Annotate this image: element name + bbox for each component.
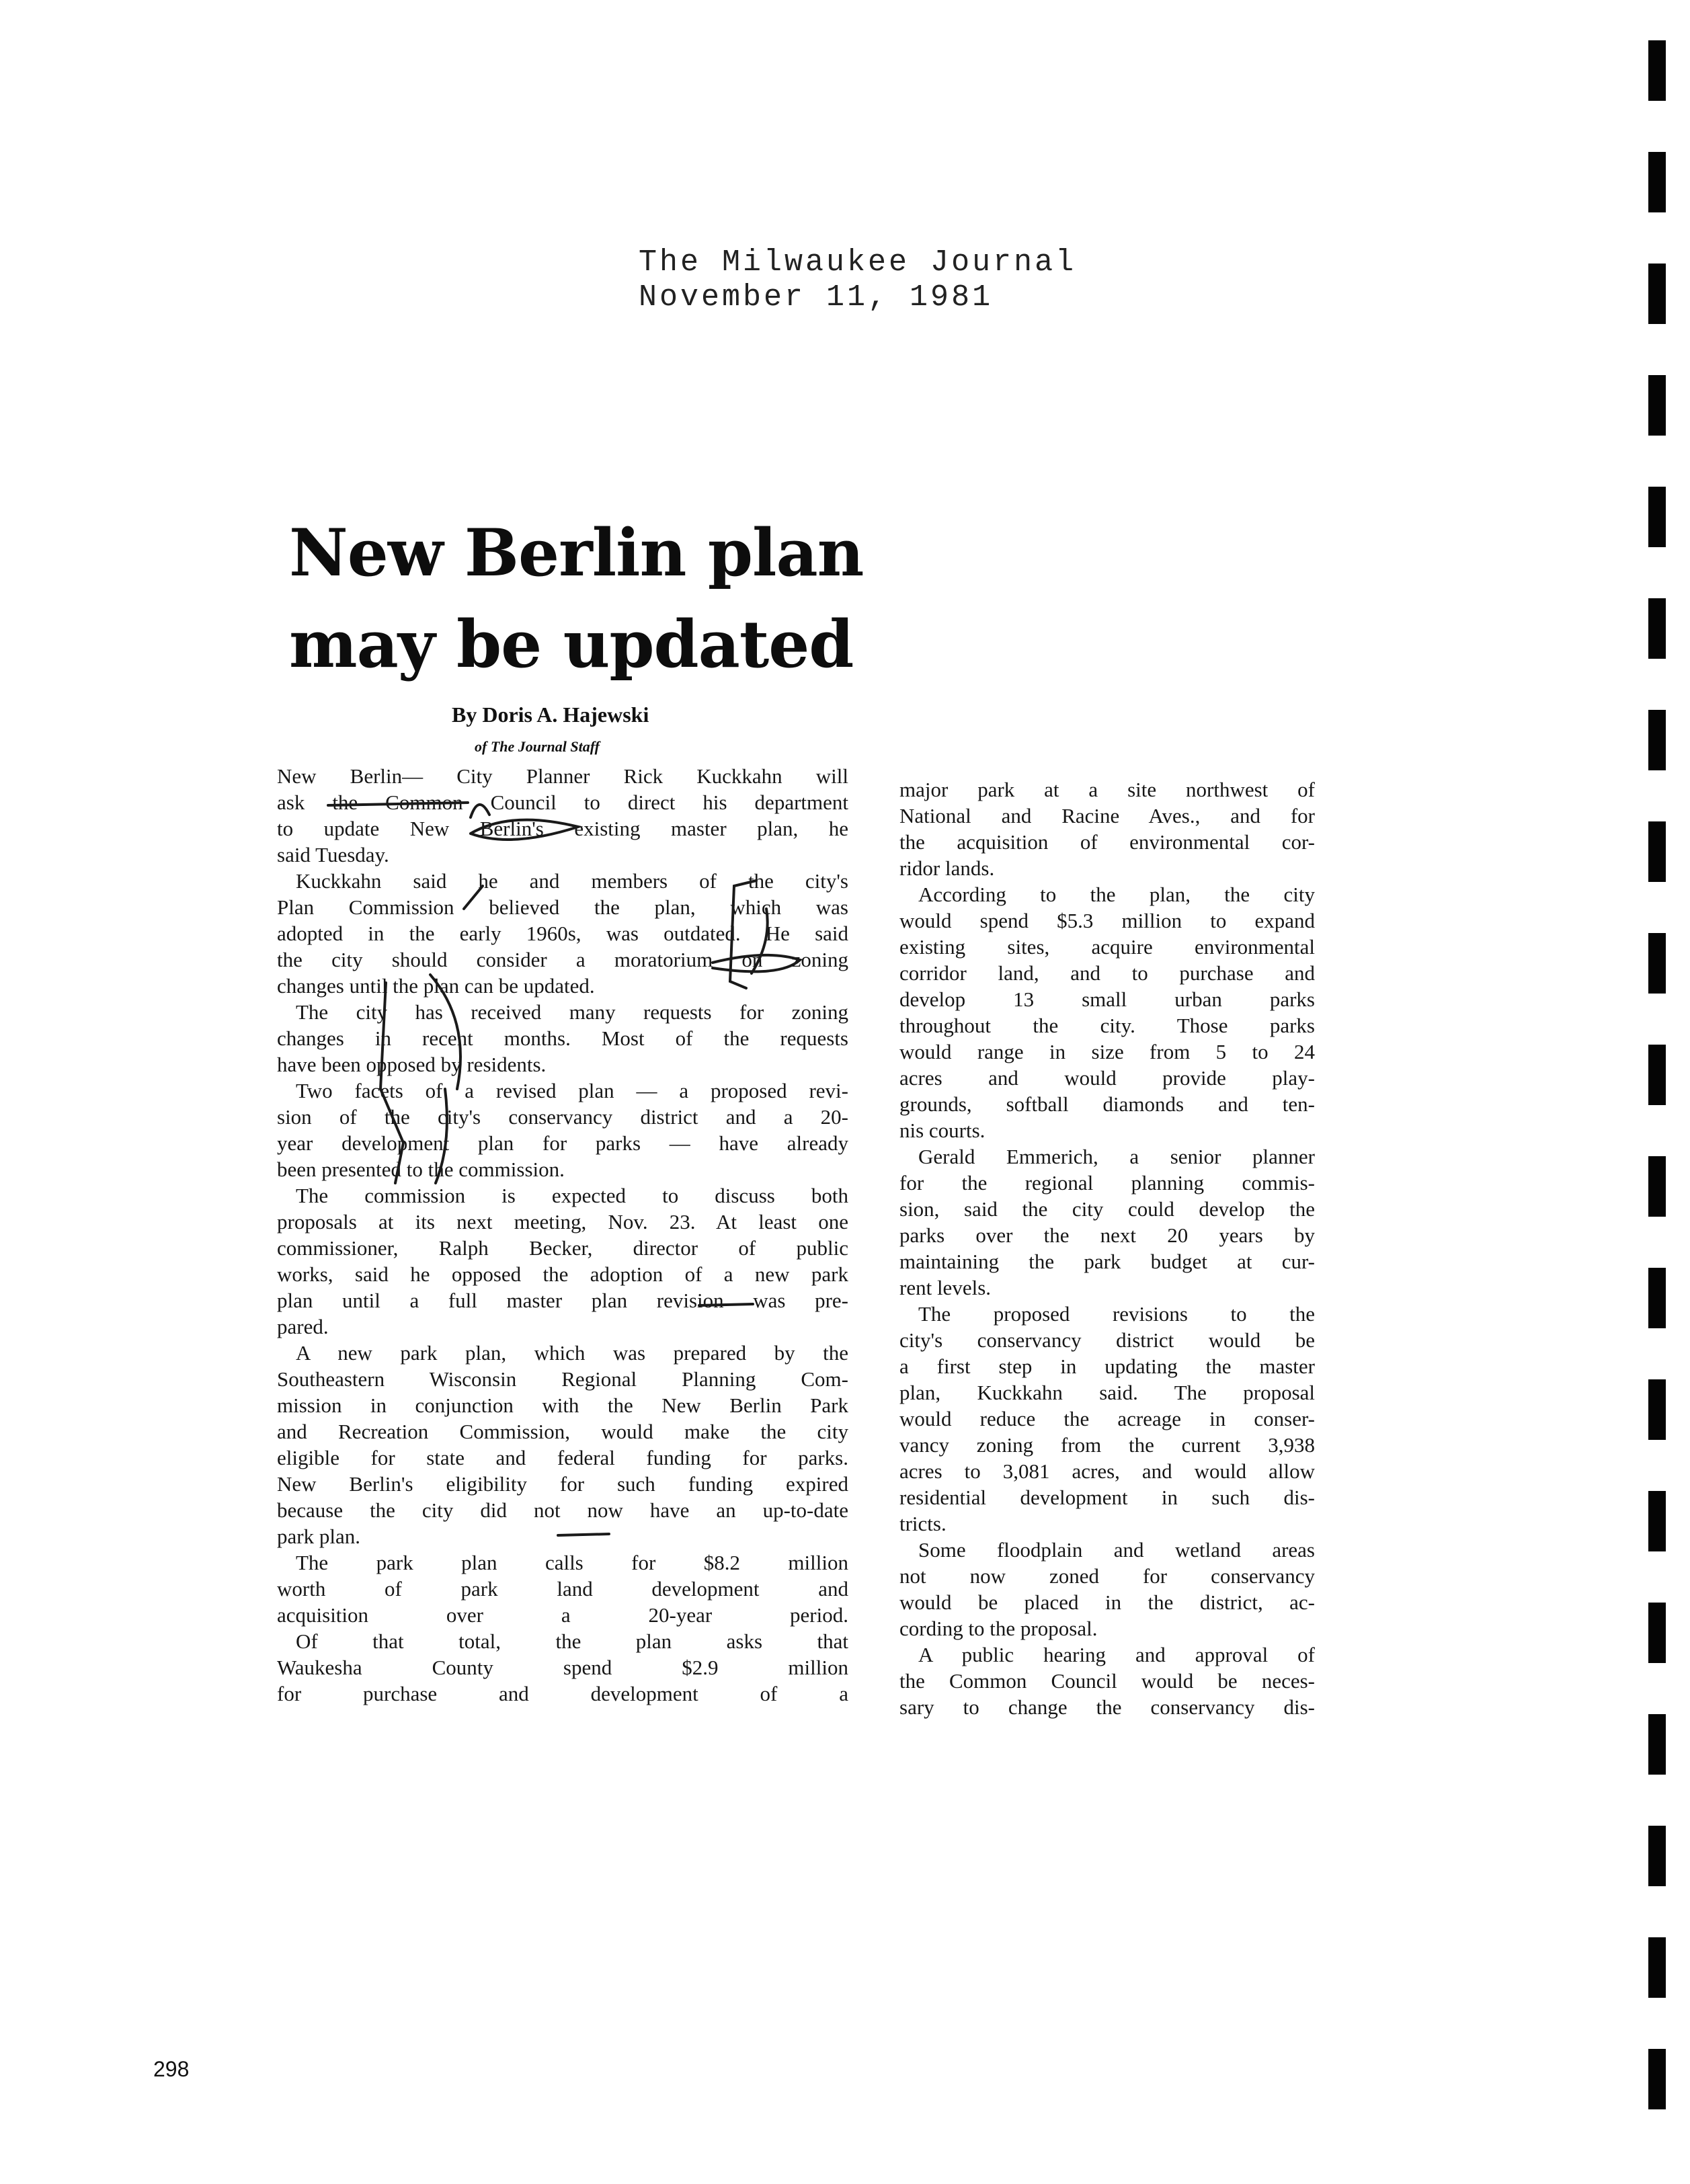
text-line: would range in size from 5 to 24 xyxy=(899,1040,1315,1063)
text-line: Two facets of a revised plan — a proposed revi- xyxy=(296,1079,848,1102)
binding-hole-mark xyxy=(1648,1603,1666,1663)
binding-hole-mark xyxy=(1648,1379,1666,1440)
text-line: for the regional planning commis- xyxy=(899,1171,1315,1195)
binding-hole-mark xyxy=(1648,1268,1666,1328)
text-line: Gerald Emmerich, a senior planner xyxy=(918,1145,1315,1168)
binding-hole-mark xyxy=(1648,152,1666,212)
binding-hole-mark xyxy=(1648,375,1666,436)
text-line: throughout the city. Those parks xyxy=(899,1014,1315,1037)
text-line: Kuckkahn said he and members of the city's xyxy=(296,869,848,893)
text-line: existing sites, acquire environmental xyxy=(899,935,1315,959)
text-line: Southeastern Wisconsin Regional Planning Com- xyxy=(277,1367,848,1391)
text-line: mission in conjunction with the New Berlin Park xyxy=(277,1393,848,1417)
text-line: A new park plan, which was prepared by the xyxy=(296,1341,848,1365)
text-line: for purchase and development of a xyxy=(277,1682,848,1705)
binding-hole-mark xyxy=(1648,1156,1666,1217)
text-line: Of that total, the plan asks that xyxy=(296,1629,848,1653)
binding-hole-mark xyxy=(1648,40,1666,101)
text-line: city's conservancy district would be xyxy=(899,1328,1315,1352)
text-line: would reduce the acreage in conser- xyxy=(899,1407,1315,1430)
article-column-left xyxy=(277,763,848,1707)
text-line: to update New Berlin's existing master plan, he xyxy=(277,817,848,840)
text-line: the city should consider a moratorium on zoning xyxy=(277,948,848,971)
text-line: The city has received many requests for zoning xyxy=(296,1000,848,1024)
binding-hole-mark xyxy=(1648,264,1666,324)
text-line: A public hearing and approval of xyxy=(918,1643,1315,1666)
binding-hole-mark xyxy=(1648,2049,1666,2109)
text-line: grounds, softball diamonds and ten- xyxy=(899,1092,1315,1116)
text-line: nis courts. xyxy=(899,1119,985,1142)
text-line: eligible for state and federal funding for parks. xyxy=(277,1446,848,1469)
text-line: The commission is expected to discuss both xyxy=(296,1184,848,1207)
text-line: The park plan calls for $8.2 million xyxy=(296,1551,848,1574)
page-number: 298 xyxy=(153,2057,190,2081)
text-line: sion, said the city could develop the xyxy=(899,1197,1315,1221)
article-headline xyxy=(289,508,961,690)
text-line: New Berlin— City Planner Rick Kuckkahn will xyxy=(277,764,848,788)
text-line: acres and would provide play- xyxy=(899,1066,1315,1090)
binding-hole-mark xyxy=(1648,710,1666,770)
text-line: vancy zoning from the current 3,938 xyxy=(899,1433,1315,1457)
text-line: Some floodplain and wetland areas xyxy=(918,1538,1315,1562)
text-line: and Recreation Commission, would make the city xyxy=(277,1420,848,1443)
text-line: pared. xyxy=(277,1315,329,1338)
binding-hole-mark xyxy=(1648,1045,1666,1105)
text-line: sion of the city's conservancy district and a 20- xyxy=(277,1105,848,1129)
text-line: changes in recent months. Most of the requests xyxy=(277,1026,848,1050)
binding-hole-mark xyxy=(1648,487,1666,547)
text-line: adopted in the early 1960s, was outdated. He said xyxy=(277,922,848,945)
headline-line-2: may be updated xyxy=(289,606,854,682)
text-line: cording to the proposal. xyxy=(899,1617,1098,1640)
text-line: have been opposed by residents. xyxy=(277,1053,547,1076)
text-line: proposals at its next meeting, Nov. 23. At least one xyxy=(277,1210,848,1233)
text-line: New Berlin's eligibility for such funding expired xyxy=(277,1472,848,1496)
text-line: plan, Kuckkahn said. The proposal xyxy=(899,1381,1315,1404)
text-line: acquisition over a 20-year period. xyxy=(277,1603,848,1627)
text-line: commissioner, Ralph Becker, director of public xyxy=(277,1236,848,1260)
binding-hole-mark xyxy=(1648,933,1666,994)
text-line: According to the plan, the city xyxy=(918,883,1315,906)
text-line: Plan Commission believed the plan, which was xyxy=(277,895,848,919)
text-line: ridor lands. xyxy=(899,856,995,880)
text-line: not now zoned for conservancy xyxy=(899,1564,1315,1588)
text-line: been presented to the commission. xyxy=(277,1158,565,1181)
publication-name: The Milwaukee Journal xyxy=(639,245,1077,280)
byline: By Doris A. Hajewski xyxy=(452,702,649,727)
publication-date: November 11, 1981 xyxy=(639,280,994,315)
text-line: would be placed in the district, ac- xyxy=(899,1590,1315,1614)
text-line: the acquisition of environmental cor- xyxy=(899,830,1315,854)
text-line: acres to 3,081 acres, and would allow xyxy=(899,1459,1315,1483)
text-line: worth of park land development and xyxy=(277,1577,848,1601)
binding-hole-mark xyxy=(1648,1826,1666,1886)
text-line: maintaining the park budget at cur- xyxy=(899,1250,1315,1273)
text-line: rent levels. xyxy=(899,1276,992,1299)
text-line: tricts. xyxy=(899,1512,947,1535)
binding-hole-mark xyxy=(1648,1937,1666,1998)
text-line: National and Racine Aves., and for xyxy=(899,804,1315,827)
text-line: plan until a full master plan revision was pre- xyxy=(277,1289,848,1312)
text-line: park plan. xyxy=(277,1525,360,1548)
publication-header xyxy=(639,245,1076,315)
text-line: the Common Council would be neces- xyxy=(899,1669,1315,1693)
headline-line-1: New Berlin plan xyxy=(289,515,864,591)
text-line: ask the Common Council to direct his department xyxy=(277,791,848,814)
text-line: because the city did not now have an up-to-date xyxy=(277,1498,848,1522)
text-line: works, said he opposed the adoption of a new park xyxy=(277,1262,848,1286)
text-line: corridor land, and to purchase and xyxy=(899,961,1315,985)
binding-hole-mark xyxy=(1648,821,1666,882)
text-line: residential development in such dis- xyxy=(899,1486,1315,1509)
byline-affiliation: of The Journal Staff xyxy=(475,738,600,755)
text-line: major park at a site northwest of xyxy=(899,778,1315,801)
text-line: parks over the next 20 years by xyxy=(899,1223,1315,1247)
text-line: develop 13 small urban parks xyxy=(899,987,1315,1011)
text-line: changes until the plan can be updated. xyxy=(277,974,595,998)
text-line: year development plan for parks — have already xyxy=(277,1131,848,1155)
article-column-right xyxy=(899,776,1315,1720)
text-line: a first step in updating the master xyxy=(899,1354,1315,1378)
binding-hole-mark xyxy=(1648,1491,1666,1551)
text-line: would spend $5.3 million to expand xyxy=(899,909,1315,932)
binding-hole-mark xyxy=(1648,1714,1666,1775)
text-line: sary to change the conservancy dis- xyxy=(899,1695,1315,1719)
text-line: The proposed revisions to the xyxy=(918,1302,1315,1326)
text-line: said Tuesday. xyxy=(277,843,389,866)
binding-hole-mark xyxy=(1648,598,1666,659)
text-line: Waukesha County spend $2.9 million xyxy=(277,1656,848,1679)
